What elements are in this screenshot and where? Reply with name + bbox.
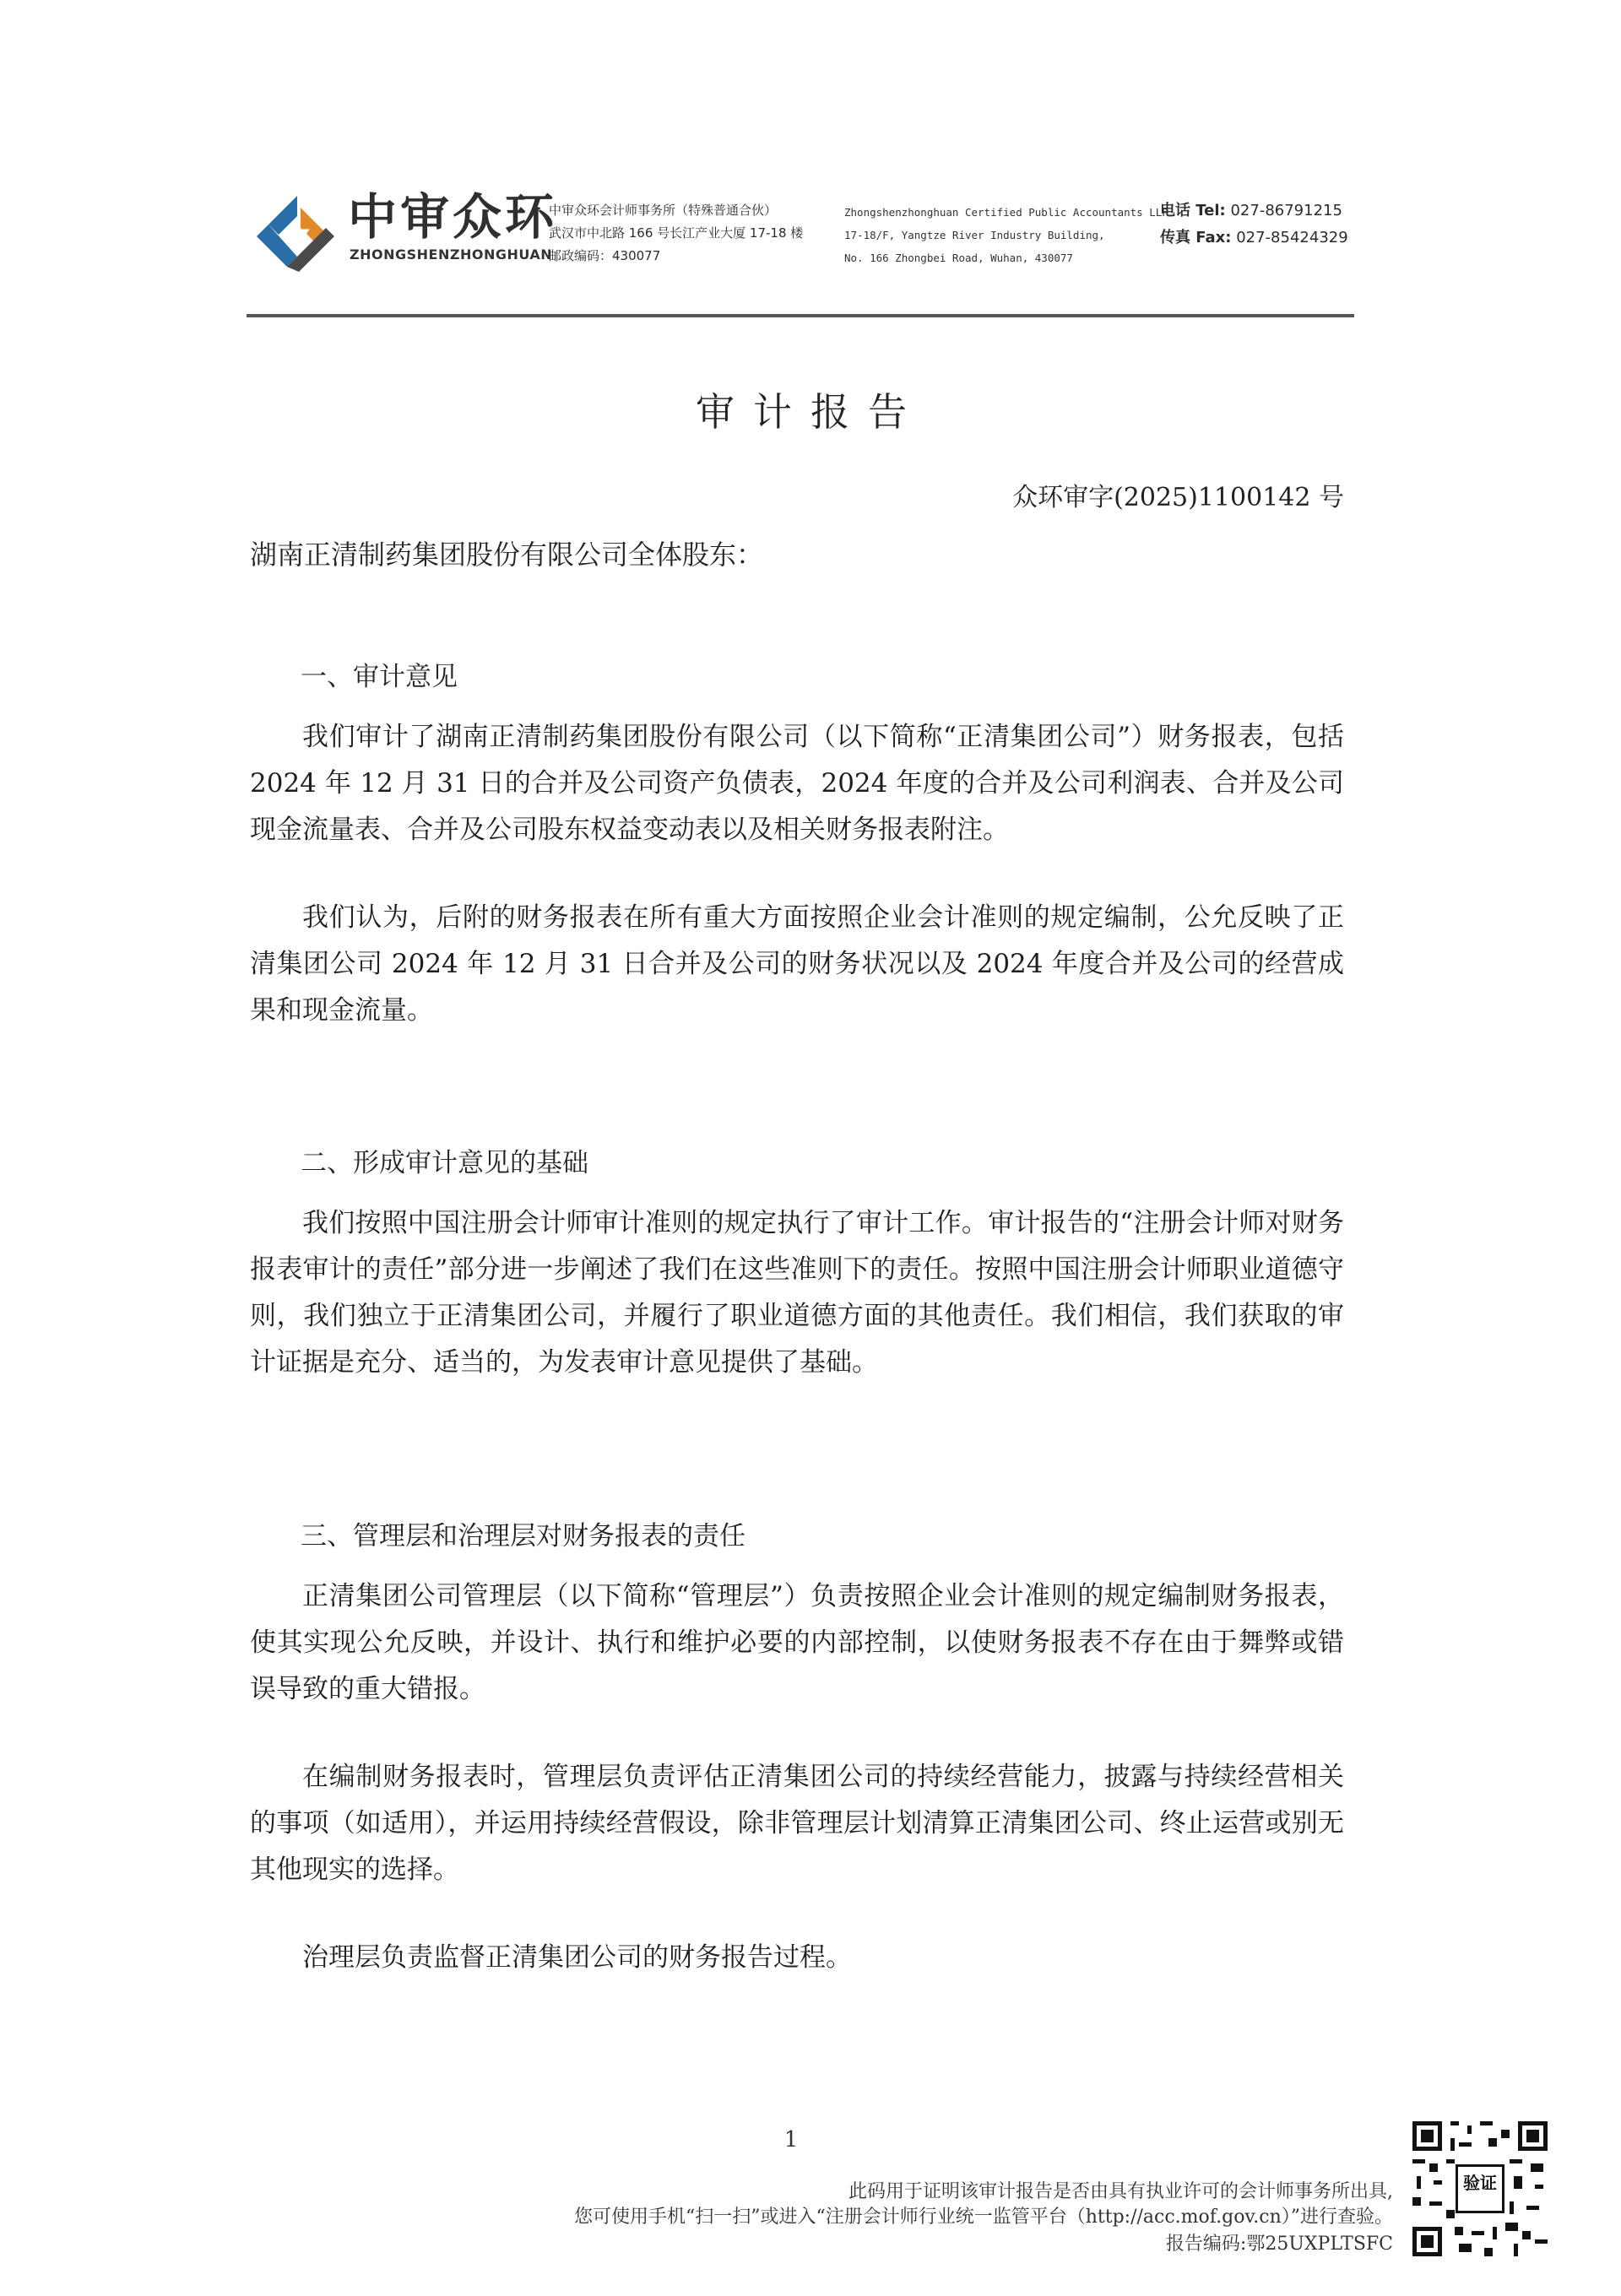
section-heading-basis: 二、形成审计意见的基础 [301, 1148, 588, 1178]
verification-note-line2: 您可使用手机“扫一扫”或进入“注册会计师行业统一监管平台（http://acc.mof.gov.cn）”进行查验。 [573, 2207, 1393, 2228]
report-reference-number: 众环审字(2025)1100142 号 [1012, 483, 1344, 512]
page-number: 1 [783, 2127, 799, 2152]
fax-label: 传真 Fax: [1160, 229, 1232, 246]
firm-logo-english: ZHONGSHENZHONGHUAN [350, 246, 553, 263]
section-heading-management-responsibility: 三、管理层和治理层对财务报表的责任 [301, 1521, 745, 1551]
firm-name-en-line: Zhongshenzhonghuan Certified Public Accountants LLP [844, 206, 1168, 219]
letterhead-divider [247, 314, 1354, 317]
report-code [1166, 2232, 1393, 2257]
document-title: 审计报告 [696, 389, 925, 435]
paragraph-governance: 治理层负责监督正清集团公司的财务报告过程。 [302, 1942, 852, 1973]
paragraph-audit-scope: 我们审计了湖南正清制药集团股份有限公司（以下简称“正清集团公司”）财务报表，包括 2024 年 12 月 31 日的合并及公司资产负债表，2024 年度的合并及公司利润表、合并及公司现金流量表、合并及公司股东权益变动表以及相关财务报表附注。 [250, 722, 1344, 845]
paragraph-basis: 我们按照中国注册会计师审计准则的规定执行了审计工作。审计报告的“注册会计师对财务报表审计的责任”部分进一步阐述了我们在这些准则下的责任。按照中国注册会计师职业道德守则，我们独立于正清集团公司，并履行了职业道德方面的其他责任。我们相信，我们获取的审计证据是充分、适当的，为发表审计意见提供了基础。 [250, 1208, 1344, 1378]
paragraph-going-concern: 在编制财务报表时，管理层负责评估正清集团公司的持续经营能力，披露与持续经营相关的事项（如适用），并运用持续经营假设，除非管理层计划清算正清集团公司、终止运营或别无其他现实的选择。 [250, 1762, 1344, 1885]
verification-qr-code[interactable] [1408, 2117, 1552, 2261]
firm-logo-chinese: 中审众环 [348, 188, 558, 246]
tel-number: 027-86791215 [1230, 202, 1342, 219]
paragraph-management-responsibility: 正清集团公司管理层（以下简称“管理层”）负责按照企业会计准则的规定编制财务报表，使其实现公允反映，并设计、执行和维护必要的内部控制，以使财务报表不存在由于舞弊或错误导致的重大错报。 [250, 1581, 1344, 1704]
addressee: 湖南正清制药集团股份有限公司全体股东： [250, 539, 764, 571]
verification-note-line1: 此码用于证明该审计报告是否由具有执业许可的会计师事务所出具, [848, 2181, 1393, 2202]
firm-street-en-line: No. 166 Zhongbei Road, Wuhan, 430077 [844, 252, 1073, 264]
firm-address-line: 武汉市中北路 166 号长江产业大厦 17-18 楼 [549, 225, 804, 241]
qr-center-label: 验证 [1463, 2173, 1497, 2193]
firm-logo-icon [253, 191, 344, 275]
section-heading-audit-opinion: 一、审计意见 [301, 662, 458, 692]
firm-name-line: 中审众环会计师事务所（特殊普通合伙） [549, 203, 778, 218]
firm-address-english [844, 201, 1168, 269]
firm-postcode-line: 邮政编码：430077 [549, 248, 661, 263]
report-code-label: 报告编码: [1165, 2234, 1247, 2255]
firm-contact [1160, 198, 1348, 252]
tel-label: 电话 Tel: [1160, 202, 1226, 219]
paragraph-audit-opinion: 我们认为，后附的财务报表在所有重大方面按照企业会计准则的规定编制，公允反映了正清集团公司 2024 年 12 月 31 日合并及公司的财务状况以及 2024 年度合并及公司的经营成果和现金流量。 [250, 902, 1344, 1026]
fax-number: 027-85424329 [1236, 229, 1348, 246]
firm-address-chinese [549, 199, 803, 268]
firm-address-en-line: 17-18/F, Yangtze River Industry Building, [844, 229, 1105, 241]
report-code-value: 鄂25UXPLTSFC [1246, 2234, 1393, 2255]
